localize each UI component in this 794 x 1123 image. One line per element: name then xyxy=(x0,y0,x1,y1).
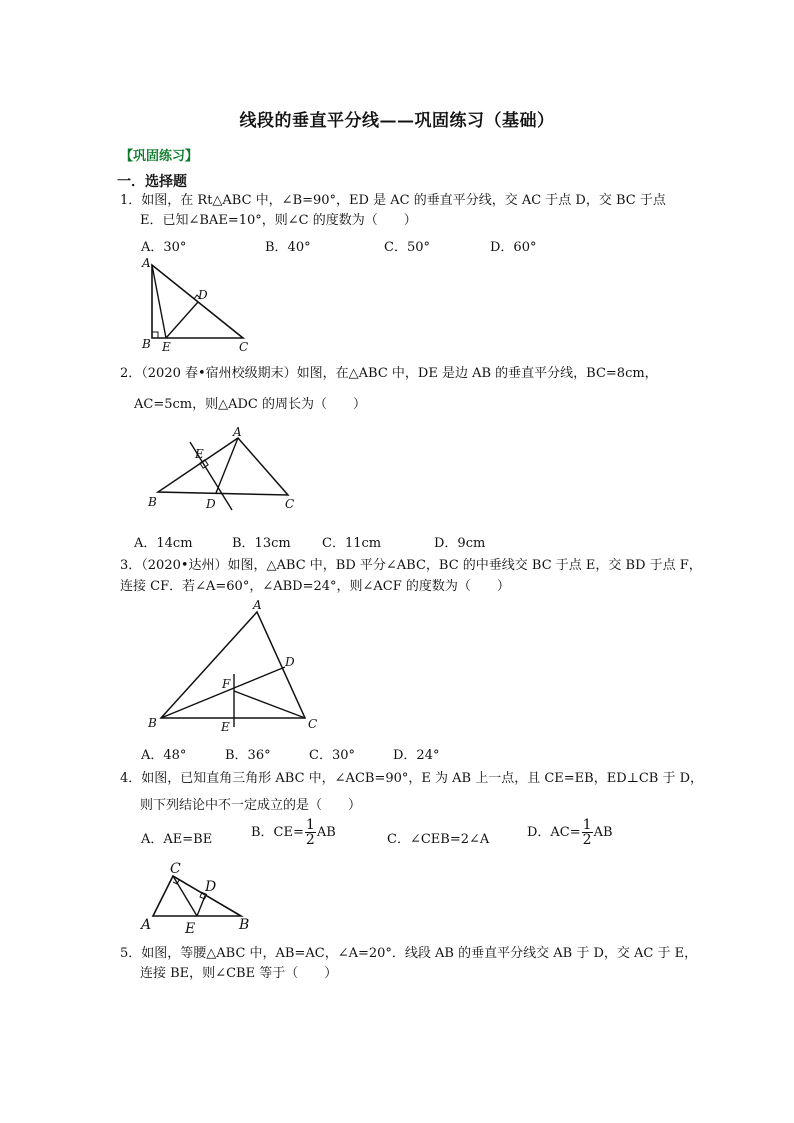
q4-figure xyxy=(135,860,260,936)
q3-label-c: C xyxy=(308,717,318,731)
q3-line2: 连接 CF．若∠A=60°，∠ABD=24°，则∠ACF 的度数为（ ） xyxy=(120,579,510,594)
q2-option-a: A．14cm xyxy=(134,536,193,551)
q3-label-e: E xyxy=(221,720,230,734)
fraction-numerator: 1 xyxy=(305,817,315,833)
q4-label-d: D xyxy=(205,879,217,895)
q1-label-b: B xyxy=(142,337,151,351)
q4-label-c: C xyxy=(170,861,181,877)
q2-label-c: C xyxy=(285,497,295,511)
q2-option-d: D．9cm xyxy=(434,536,486,551)
q1-option-a: A．30° xyxy=(141,240,187,255)
q4-label-b: B xyxy=(239,917,250,933)
q4-line1: 4．如图，已知直角三角形 ABC 中，∠ACB=90°，E 为 AB 上一点，且 CE=EB，ED⊥CB 于 D， xyxy=(120,771,704,786)
section-label: 【巩固练习】 xyxy=(120,149,199,164)
q2-label-e: E xyxy=(195,447,204,461)
q4-option-d xyxy=(527,818,613,847)
q4-option-b-suffix: AB xyxy=(316,825,336,840)
q1-label-a: A xyxy=(142,256,151,270)
q3-option-a: A．48° xyxy=(141,748,187,763)
q1-label-c: C xyxy=(239,340,249,354)
q2-label-d: D xyxy=(206,497,216,511)
q4-option-a: A．AE=BE xyxy=(141,832,213,847)
q2-option-b: B．13cm xyxy=(232,536,291,551)
q2-label-a: A xyxy=(233,425,242,439)
q2-option-c: C．11cm xyxy=(322,536,382,551)
q4-line2: 则下列结论中不一定成立的是（ ） xyxy=(140,798,362,813)
q1-option-d: D．60° xyxy=(490,240,537,255)
q3-line1: 3．（2020•达州）如图，△ABC 中，BD 平分∠ABC，BC 的中垂线交 BC 于点 E，交 BD 于点 F， xyxy=(120,558,702,573)
q2-label-b: B xyxy=(148,495,157,509)
q4-option-b-prefix: B．CE= xyxy=(251,825,304,840)
fraction-denominator: 2 xyxy=(305,832,315,848)
q1-label-d: D xyxy=(198,288,208,302)
q3-label-f: F xyxy=(222,677,231,691)
q4-label-e: E xyxy=(185,921,196,936)
q1-line1: 1．如图，在 Rt△ABC 中，∠B=90°，ED 是 AC 的垂直平分线，交 AC 于点 D，交 BC 于点 xyxy=(120,193,666,208)
q1-label-e: E xyxy=(162,340,171,354)
fraction-numerator: 1 xyxy=(582,817,592,833)
q3-label-a: A xyxy=(253,598,262,612)
fraction-one-half xyxy=(582,818,593,847)
section-heading: 一．选择题 xyxy=(117,174,187,190)
q2-line1: 2．（2020 春•宿州校级期末）如图，在△ABC 中，DE 是边 AB 的垂直平分线，BC=8cm， xyxy=(120,366,658,381)
q4-option-b xyxy=(251,818,336,847)
q3-option-b: B．36° xyxy=(225,748,271,763)
q3-option-d: D．24° xyxy=(393,748,440,763)
q1-option-c: C．50° xyxy=(384,240,430,255)
page-title: 线段的垂直平分线——巩固练习（基础） xyxy=(239,111,555,131)
q3-option-c: C．30° xyxy=(309,748,355,763)
q1-line2: E．已知∠BAE=10°，则∠C 的度数为（ ） xyxy=(140,213,417,228)
q4-option-c: C．∠CEB=2∠A xyxy=(387,832,490,847)
q1-figure xyxy=(135,255,255,355)
q1-option-b: B．40° xyxy=(265,240,311,255)
q4-label-a: A xyxy=(141,917,152,933)
fraction-denominator: 2 xyxy=(582,832,592,848)
q3-label-b: B xyxy=(148,716,157,730)
q3-figure xyxy=(140,598,340,738)
q4-option-d-suffix: AB xyxy=(593,825,613,840)
q5-line1: 5．如图，等腰△ABC 中，AB=AC，∠A=20°．线段 AB 的垂直平分线交 AB 于 D，交 AC 于 E， xyxy=(120,946,698,961)
q2-line2: AC=5cm，则△ADC 的周长为（ ） xyxy=(134,397,366,412)
fraction-one-half xyxy=(305,818,316,847)
q5-line2: 连接 BE，则∠CBE 等于（ ） xyxy=(140,966,338,981)
q2-figure xyxy=(140,420,315,520)
q3-label-d: D xyxy=(285,655,295,669)
q4-option-d-prefix: D．AC= xyxy=(527,825,581,840)
